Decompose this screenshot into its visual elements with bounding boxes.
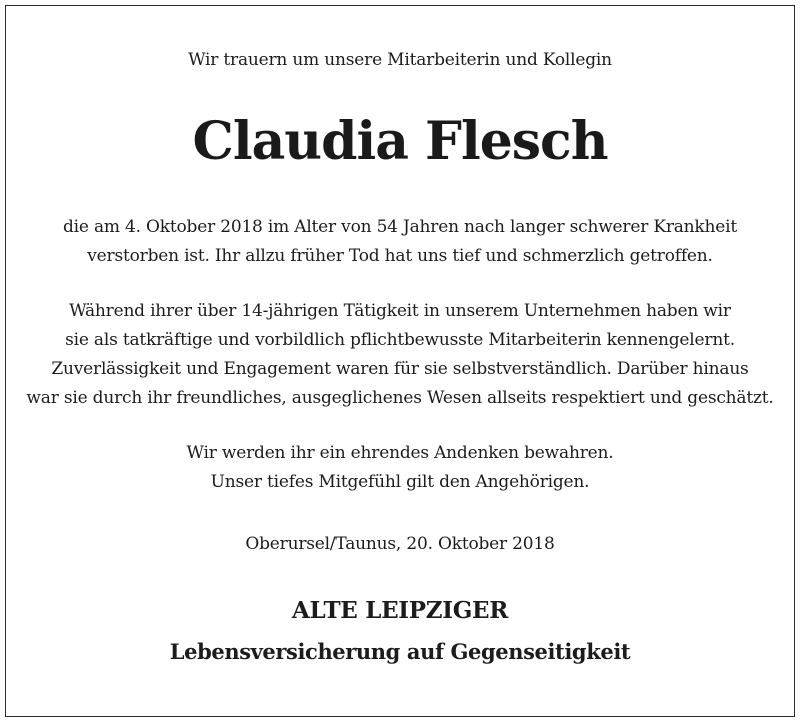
paragraph-tribute <box>0 297 800 413</box>
text-line: die am 4. Oktober 2018 im Alter von 54 Jahren nach langer schwerer Krankheit <box>62 217 738 237</box>
place-and-date: Oberursel/Taunus, 20. Oktober 2018 <box>245 534 555 554</box>
paragraph-condolence <box>0 439 800 497</box>
text-line: war sie durch ihr freundliches, ausgeglichenes Wesen allseits respektiert und geschätzt. <box>26 388 774 408</box>
text-line: Wir werden ihr ein ehrendes Andenken bewahren. <box>186 443 614 463</box>
intro-line: Wir trauern um unsere Mitarbeiterin und Kollegin <box>188 50 612 70</box>
text-line: Unser tiefes Mitgefühl gilt den Angehörigen. <box>210 472 590 492</box>
text-line: sie als tatkräftige und vorbildlich pflichtbewusste Mitarbeiterin kennengelernt. <box>65 330 735 350</box>
text-line: Zuverlässigkeit und Engagement waren für sie selbstverständlich. Darüber hinaus <box>51 359 749 379</box>
text-line: verstorben ist. Ihr allzu früher Tod hat uns tief und schmerzlich getroffen. <box>87 246 713 266</box>
paragraph-death-announcement <box>0 213 800 271</box>
deceased-name: Claudia Flesch <box>192 111 608 172</box>
text-line: Während ihrer über 14-jährigen Tätigkeit in unserem Unternehmen haben wir <box>69 301 731 321</box>
company-name: ALTE LEIPZIGER <box>291 597 509 624</box>
company-subtitle: Lebensversicherung auf Gegenseitigkeit <box>169 639 631 664</box>
